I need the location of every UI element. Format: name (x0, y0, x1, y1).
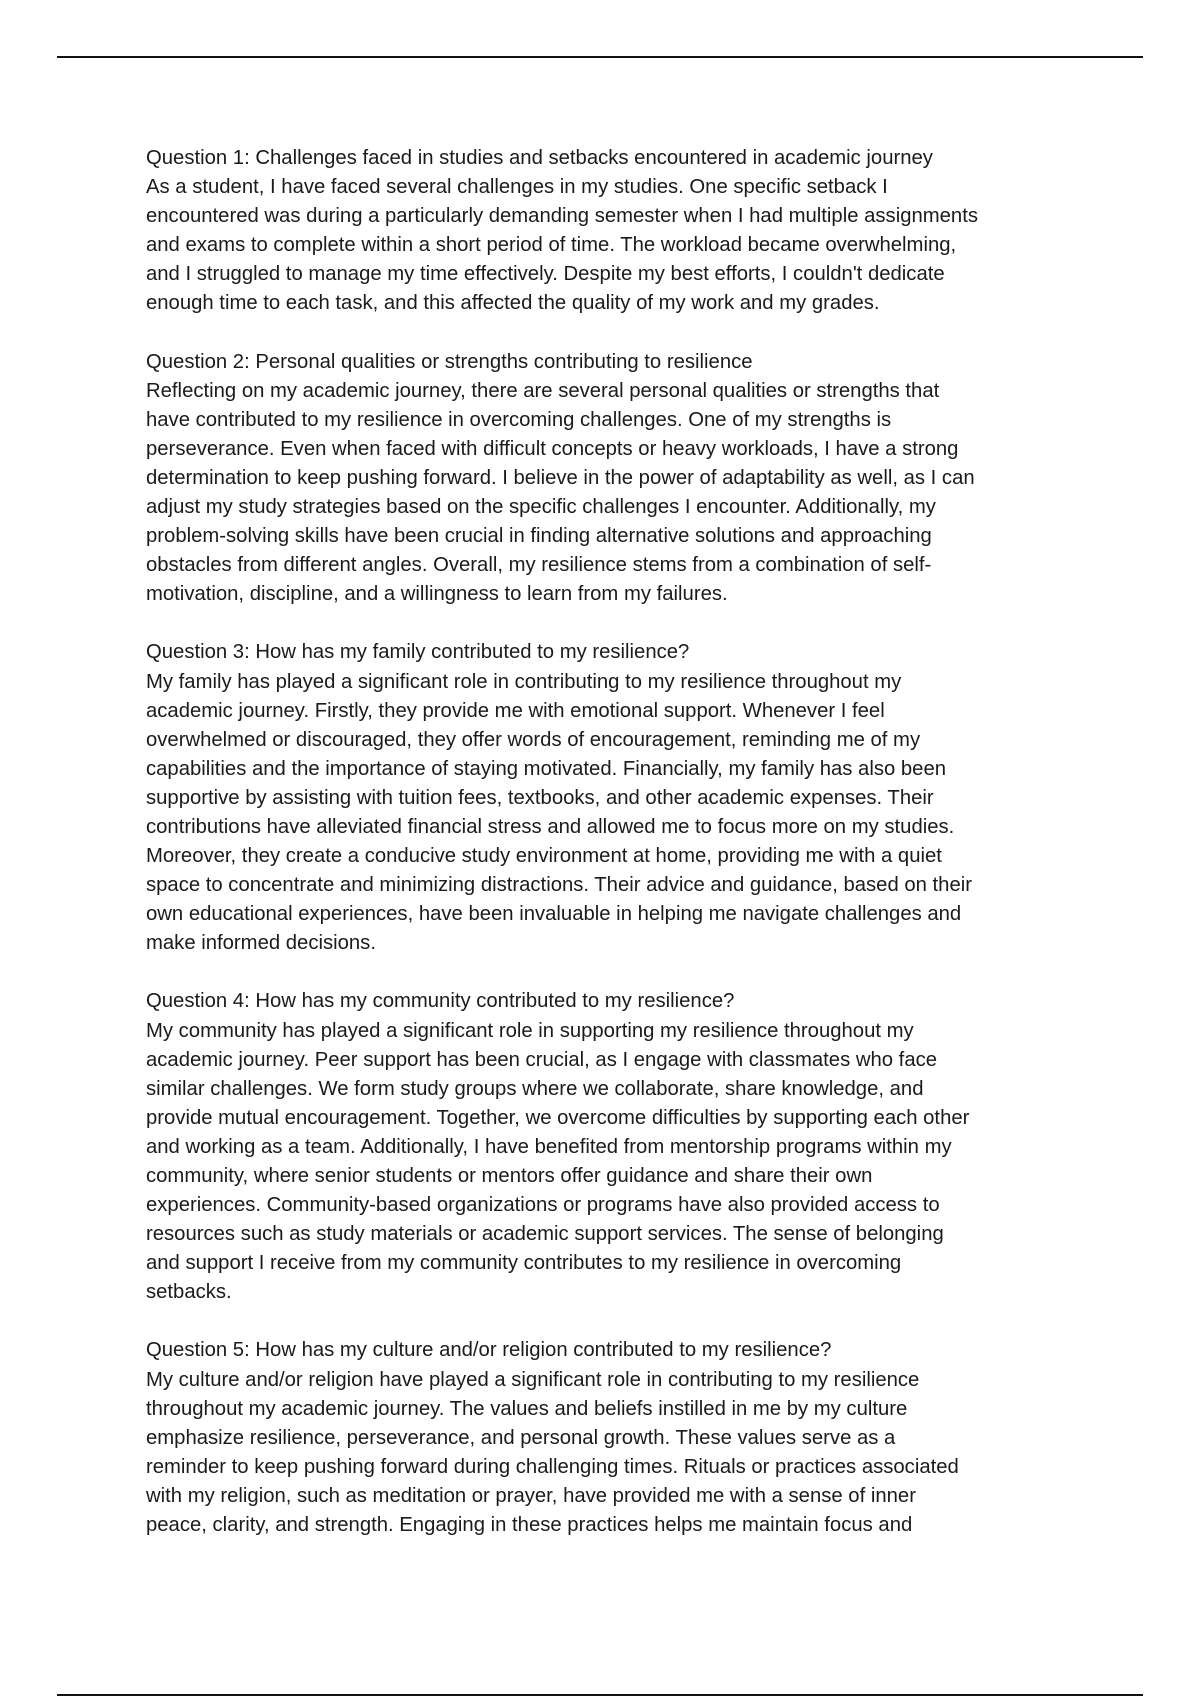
answer-line: As a student, I have faced several challenges in my studies. One specific setback I (146, 176, 888, 199)
document-body (146, 144, 1066, 1569)
answer-line: My family has played a significant role in contributing to my resilience throughout my (146, 670, 902, 693)
question-3-title: Question 3: How has my family contributed to my resilience? (146, 641, 690, 664)
bottom-divider (57, 1694, 1143, 1696)
answer-line: and exams to complete within a short period of time. The workload became overwhelming, (146, 234, 957, 257)
answer-line: community, where senior students or mentors offer guidance and share their own (146, 1165, 873, 1187)
answer-line: My community has played a significant role in supporting my resilience throughout my (146, 1019, 914, 1042)
answer-line: determination to keep pushing forward. I believe in the power of adaptability as well, as I can (146, 466, 975, 489)
answer-line: My culture and/or religion have played a significant role in contributing to my resilience (146, 1368, 920, 1391)
answer-line: Reflecting on my academic journey, there are several personal qualities or strengths that (146, 379, 940, 402)
question-2-section (146, 348, 1066, 610)
answer-line: supportive by assisting with tuition fees, textbooks, and other academic expenses. Their (146, 786, 934, 809)
answer-line: resources such as study materials or academic support services. The sense of belonging (146, 1223, 944, 1246)
answer-line: own educational experiences, have been invaluable in helping me navigate challenges and (146, 903, 962, 926)
answer-line: Moreover, they create a conducive study environment at home, providing me with a quiet (146, 845, 942, 868)
answer-line: peace, clarity, and strength. Engaging in these practices helps me maintain focus and (146, 1514, 913, 1537)
question-2-title: Question 2: Personal qualities or strengths contributing to resilience (146, 350, 753, 373)
answer-line: with my religion, such as meditation or prayer, have provided me with a sense of inner (146, 1484, 916, 1507)
answer-line: have contributed to my resilience in overcoming challenges. One of my strengths is (146, 408, 892, 431)
answer-line: throughout my academic journey. The values and beliefs instilled in me by my culture (146, 1397, 908, 1420)
answer-line: overwhelmed or discouraged, they offer words of encouragement, reminding me of my (146, 728, 921, 751)
answer-line: and working as a team. Additionally, I have benefited from mentorship programs within my (146, 1135, 952, 1158)
question-1-title: Question 1: Challenges faced in studies and setbacks encountered in academic journey (146, 147, 933, 169)
answer-line: experiences. Community-based organizations or programs have also provided access to (146, 1194, 940, 1217)
answer-line: academic journey. Firstly, they provide me with emotional support. Whenever I feel (146, 699, 885, 722)
answer-line: provide mutual encouragement. Together, we overcome difficulties by supporting each other (146, 1106, 970, 1129)
question-5-section (146, 1336, 1066, 1540)
answer-line: encountered was during a particularly demanding semester when I had multiple assignments (146, 205, 978, 228)
answer-line: reminder to keep pushing forward during challenging times. Rituals or practices associated (146, 1455, 959, 1478)
answer-line: obstacles from different angles. Overall, my resilience stems from a combination of self- (146, 554, 932, 577)
answer-line: problem-solving skills have been crucial in finding alternative solutions and approaching (146, 525, 932, 548)
top-divider (57, 56, 1143, 58)
answer-line: similar challenges. We form study groups where we collaborate, share knowledge, and (146, 1077, 924, 1100)
answer-line: emphasize resilience, perseverance, and personal growth. These values serve as a (146, 1426, 896, 1449)
answer-line: perseverance. Even when faced with difficult concepts or heavy workloads, I have a strong (146, 437, 959, 460)
answer-line: setbacks. (146, 1281, 232, 1304)
answer-line: make informed decisions. (146, 932, 376, 955)
answer-line: contributions have alleviated financial stress and allowed me to focus more on my studies. (146, 815, 955, 838)
answer-line: adjust my study strategies based on the specific challenges I encounter. Additionally, my (146, 496, 936, 519)
answer-line: enough time to each task, and this affected the quality of my work and my grades. (146, 292, 880, 315)
question-1-section (146, 144, 1066, 319)
answer-line: academic journey. Peer support has been crucial, as I engage with classmates who face (146, 1048, 938, 1071)
answer-line: and support I receive from my community contributes to my resilience in overcoming (146, 1252, 902, 1275)
question-4-section (146, 987, 1066, 1307)
question-5-title: Question 5: How has my culture and/or religion contributed to my resilience? (146, 1339, 832, 1362)
answer-line: space to concentrate and minimizing distractions. Their advice and guidance, based on their (146, 874, 973, 897)
answer-line: and I struggled to manage my time effectively. Despite my best efforts, I couldn't dedicate (146, 263, 945, 286)
question-3-section (146, 638, 1066, 958)
answer-line: capabilities and the importance of staying motivated. Financially, my family has also been (146, 757, 947, 780)
question-4-title: Question 4: How has my community contributed to my resilience? (146, 990, 735, 1013)
answer-line: motivation, discipline, and a willingness to learn from my failures. (146, 583, 728, 606)
